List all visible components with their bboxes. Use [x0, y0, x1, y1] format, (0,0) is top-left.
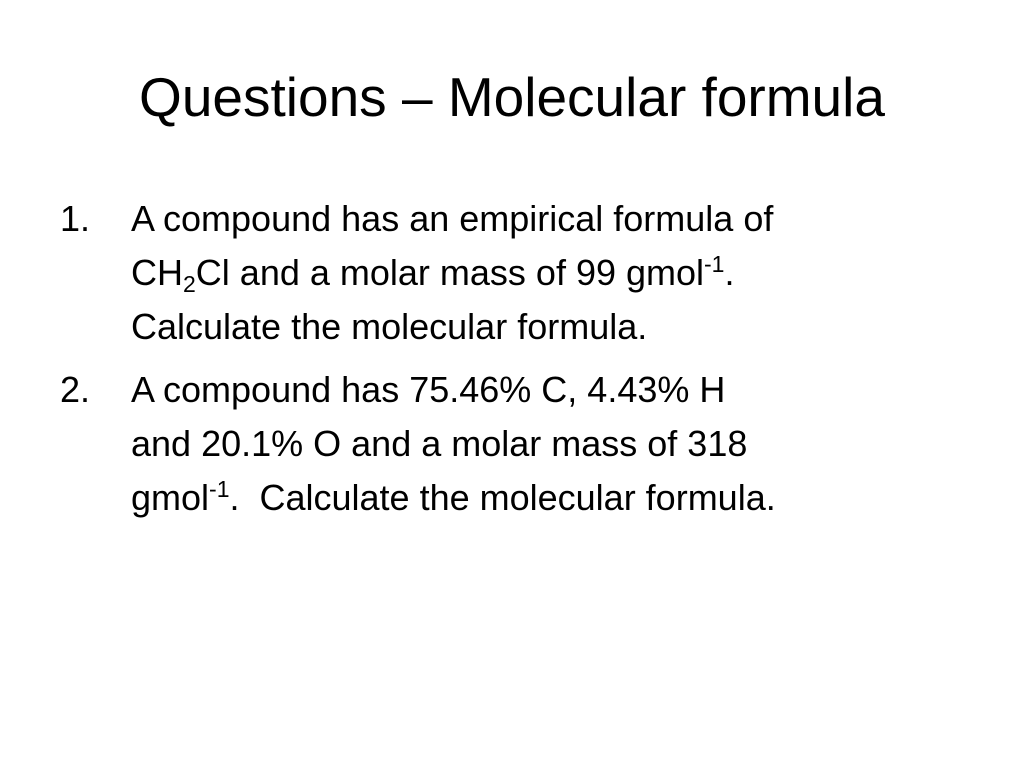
question-1-line-3: Calculate the molecular formula.: [131, 306, 648, 347]
formula-text: CH: [131, 252, 183, 293]
question-2-line-1: A compound has 75.46% C, 4.43% H: [131, 369, 726, 410]
question-number: 1.: [60, 198, 91, 239]
question-list: [60, 192, 980, 534]
superscript: -1: [209, 476, 230, 502]
slide-title: Questions – Molecular formula: [139, 66, 885, 128]
superscript: -1: [704, 251, 725, 277]
question-item-1: [60, 192, 980, 354]
question-item-2: [60, 363, 980, 525]
question-text: gmol: [131, 477, 210, 518]
question-number: 2.: [60, 369, 91, 410]
question-1-line-2: [131, 246, 980, 300]
question-1-line-1: A compound has an empirical formula of: [131, 198, 774, 239]
subscript: 2: [183, 271, 196, 297]
question-text: . Calculate the molecular formula.: [229, 477, 776, 518]
question-2-line-2: and 20.1% O and a molar mass of 318: [131, 423, 748, 464]
question-text: .: [724, 252, 735, 293]
question-text: Cl and a molar mass of 99 gmol: [195, 252, 705, 293]
question-2-line-3: [131, 471, 980, 525]
